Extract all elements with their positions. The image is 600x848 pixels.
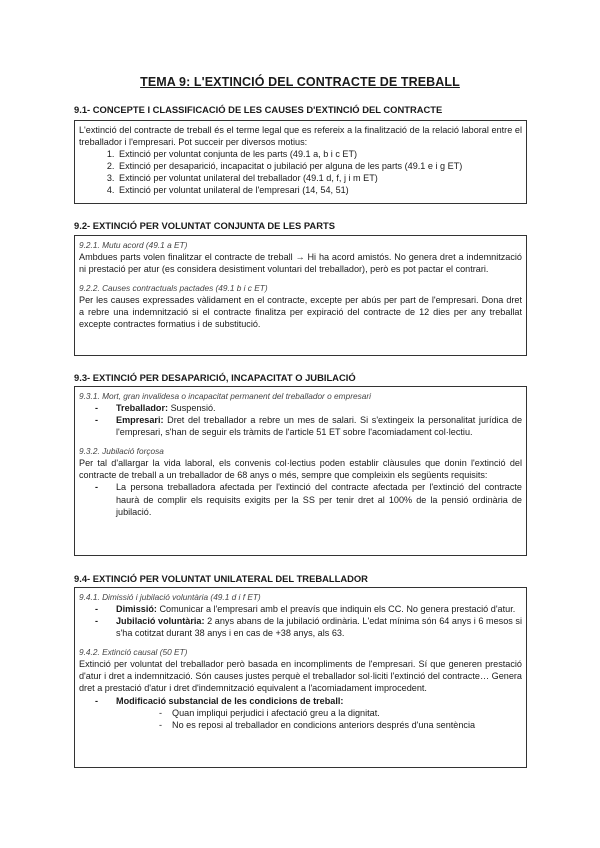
list-item: 2. Extinció per desaparició, incapacitat o jubilació per alguna de les parts (49.1 e i g ET)	[117, 160, 522, 172]
section-heading-9-2: 9.2- EXTINCIÓ PER VOLUNTAT CONJUNTA DE LES PARTS	[74, 220, 335, 231]
section-heading-9-3: 9.3- EXTINCIÓ PER DESAPARICIÓ, INCAPACITAT O JUBILACIÓ	[74, 372, 356, 383]
section-heading-9-4: 9.4- EXTINCIÓ PER VOLUNTAT UNILATERAL DEL TREBALLADOR	[74, 573, 368, 584]
item-label: Modificació substancial de les condicions de treball:	[116, 695, 344, 706]
subsection-title: 9.2.2. Causes contractuals pactades (49.1 b i c ET)	[79, 283, 268, 294]
list-item	[79, 402, 522, 414]
item-label: Dimissió:	[116, 604, 157, 614]
paragraph: Ambdues parts volen finalitzar el contracte de treball → Hi ha acord amistós. No genera dret a indemnització ni prestació per atur (es considera desistiment voluntari del treballador), però es pot pactar el contrari.	[79, 252, 522, 275]
modification-list	[79, 695, 522, 731]
list-item: - La persona treballadora afectada per l'extinció del contracte afectada per l'extinció del contracte haurà de complir els requisits exigits per la SS per tenir dret al 100% de la pensió ordinària de jubilació.	[79, 481, 522, 517]
section-box-9-2	[74, 235, 527, 356]
subsection-title: 9.4.2. Extinció causal (50 ET)	[79, 647, 188, 658]
item-label: Empresari:	[116, 415, 164, 426]
modification-sublist	[116, 707, 522, 731]
list-item: 1. Extinció per voluntat conjunta de les parts (49.1 a, b i c ET)	[117, 148, 522, 160]
list-item: - Quan impliqui perjudici i afectació greu a la dignitat.	[116, 707, 522, 719]
paragraph: Per les causes expressades vàlidament en el contracte, excepte per abús per part de l'empresari. Dona dret a rebre una indemnització si el contracte finalitza per expiració del contracte de 12 dies per any treballat excepte contractes formatius i de substitució.	[79, 295, 522, 330]
causes-list	[79, 148, 522, 196]
list-item	[79, 695, 522, 731]
item-label: Treballador:	[116, 403, 169, 413]
subsection-title: 9.3.2. Jubilació forçosa	[79, 446, 164, 457]
item-text: Comunicar a l'empresari amb el preavís que indiquin els CC. No genera prestació d'atur.	[156, 604, 516, 614]
section-heading-9-1: 9.1- CONCEPTE I CLASSIFICACIÓ DE LES CAUSES D'EXTINCIÓ DEL CONTRACTE	[74, 104, 443, 115]
item-text: Dret del treballador a rebre un mes de salari. Si s'extingeix la personalitat jurídica de l'empresari, s'han de seguir els tràmits de l'article 51 ET sobre l'acomiadament col·lectiu.	[116, 415, 522, 438]
item-text: Suspensió.	[168, 403, 216, 413]
party-list	[79, 402, 522, 438]
section-box-9-1	[74, 120, 527, 204]
paragraph: Extinció per voluntat del treballador però basada en incompliments de l'empresari. Sí que generen prestació d'atur i dret a indemnització. Són causes justes perquè el treballador sol·liciti l'extinció del contracte… Genera dret a prestació d'atur i dret d'indemnització equivalent a l'acomiadament improcedent.	[79, 659, 522, 694]
list-item	[79, 615, 522, 639]
subsection-title: 9.3.1. Mort, gran invalidesa o incapacitat permanent del treballador o empresari	[79, 391, 371, 401]
list-item: 3. Extinció per voluntat unilateral del treballador (49.1 d, f, j i m ET)	[117, 172, 522, 184]
list-item: 4. Extinció per voluntat unilateral de l'empresari (14, 54, 51)	[117, 184, 522, 196]
list-item	[79, 603, 522, 615]
item-label: Jubilació voluntària:	[116, 616, 205, 627]
intro-paragraph: L'extinció del contracte de treball és el terme legal que es refereix a la finalització de la relació laboral entre el treballador i l'empresari. Pot succeir per diversos motius:	[79, 125, 522, 148]
requirements-list	[79, 481, 522, 517]
section-box-9-3	[74, 386, 527, 556]
resignation-list	[79, 603, 522, 639]
paragraph: Per tal d'allargar la vida laboral, els convenis col·lectius poden establir clàusules que donin l'extinció del contracte de treball a un treballador de 68 anys o més, sempre que compleixin els següents requisits:	[79, 458, 522, 481]
subsection-title: 9.2.1. Mutu acord (49.1 a ET)	[79, 240, 188, 250]
item-text: 2 anys abans de la jubilació ordinària. L'edat mínima són 64 anys i 6 mesos si s'ha cotitzat durant 38 anys i en cas de +38 anys, als 63.	[116, 616, 522, 639]
subsection-title: 9.4.1. Dimissió i jubilació voluntària (49.1 d i f ET)	[79, 592, 261, 602]
document-title: TEMA 9: L'EXTINCIÓ DEL CONTRACTE DE TREBALL	[140, 75, 460, 89]
list-item	[79, 414, 522, 438]
section-box-9-4	[74, 587, 527, 768]
list-item: - No es reposi al treballador en condicions anteriors després d'una sentència	[116, 719, 522, 731]
